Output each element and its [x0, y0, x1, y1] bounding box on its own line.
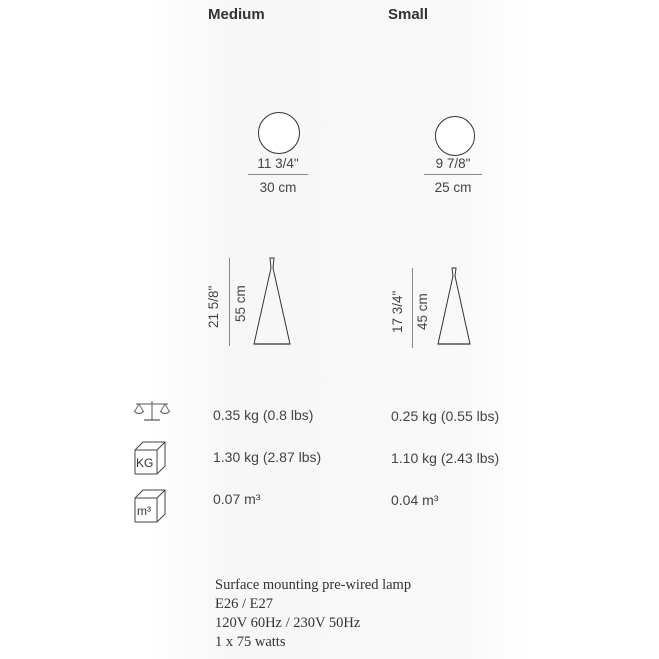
- small-side-view-cone-icon: [436, 266, 472, 348]
- medium-height-cm: 55 cm: [233, 285, 248, 322]
- small-diameter-divider: [424, 174, 482, 175]
- medium-top-view-circle: [258, 112, 300, 154]
- small-net-weight: 0.25 kg (0.55 lbs): [391, 408, 500, 424]
- small-diameter-inches: 9 7/8": [435, 156, 471, 171]
- medium-diameter-divider: [248, 174, 308, 175]
- small-gross-weight: 1.10 kg (2.43 lbs): [391, 450, 500, 466]
- small-volume: 0.04 m³: [391, 492, 439, 508]
- column-header-small: Small: [388, 6, 429, 23]
- spec-line: 120V 60Hz / 230V 50Hz: [215, 615, 361, 631]
- medium-height-divider: [229, 258, 230, 346]
- spec-line: 1 x 75 watts: [215, 634, 286, 650]
- small-height-inches: 17 3/4": [390, 290, 405, 333]
- balance-scale-icon: [132, 398, 172, 424]
- medium-height-inches: 21 5/8": [206, 285, 221, 328]
- volume-box-label: m³: [137, 504, 151, 518]
- medium-net-weight: 0.35 kg (0.8 lbs): [213, 407, 314, 423]
- medium-volume: 0.07 m³: [213, 491, 261, 507]
- medium-diameter-inches: 11 3/4": [257, 156, 299, 171]
- spec-line: E26 / E27: [215, 596, 273, 612]
- spec-line: Surface mounting pre-wired lamp: [215, 577, 412, 593]
- small-height-cm: 45 cm: [415, 293, 430, 330]
- column-header-medium: Medium: [208, 6, 265, 23]
- medium-gross-weight: 1.30 kg (2.87 lbs): [213, 449, 322, 465]
- product-specs: [215, 576, 411, 652]
- medium-side-view-cone-icon: [252, 256, 292, 348]
- spec-panel-background: [150, 0, 530, 659]
- small-diameter-cm: 25 cm: [434, 180, 472, 195]
- small-height-divider: [412, 268, 413, 348]
- gross-weight-box-label: KG: [136, 456, 154, 470]
- small-top-view-circle: [435, 116, 475, 156]
- medium-diameter-cm: 30 cm: [259, 180, 297, 195]
